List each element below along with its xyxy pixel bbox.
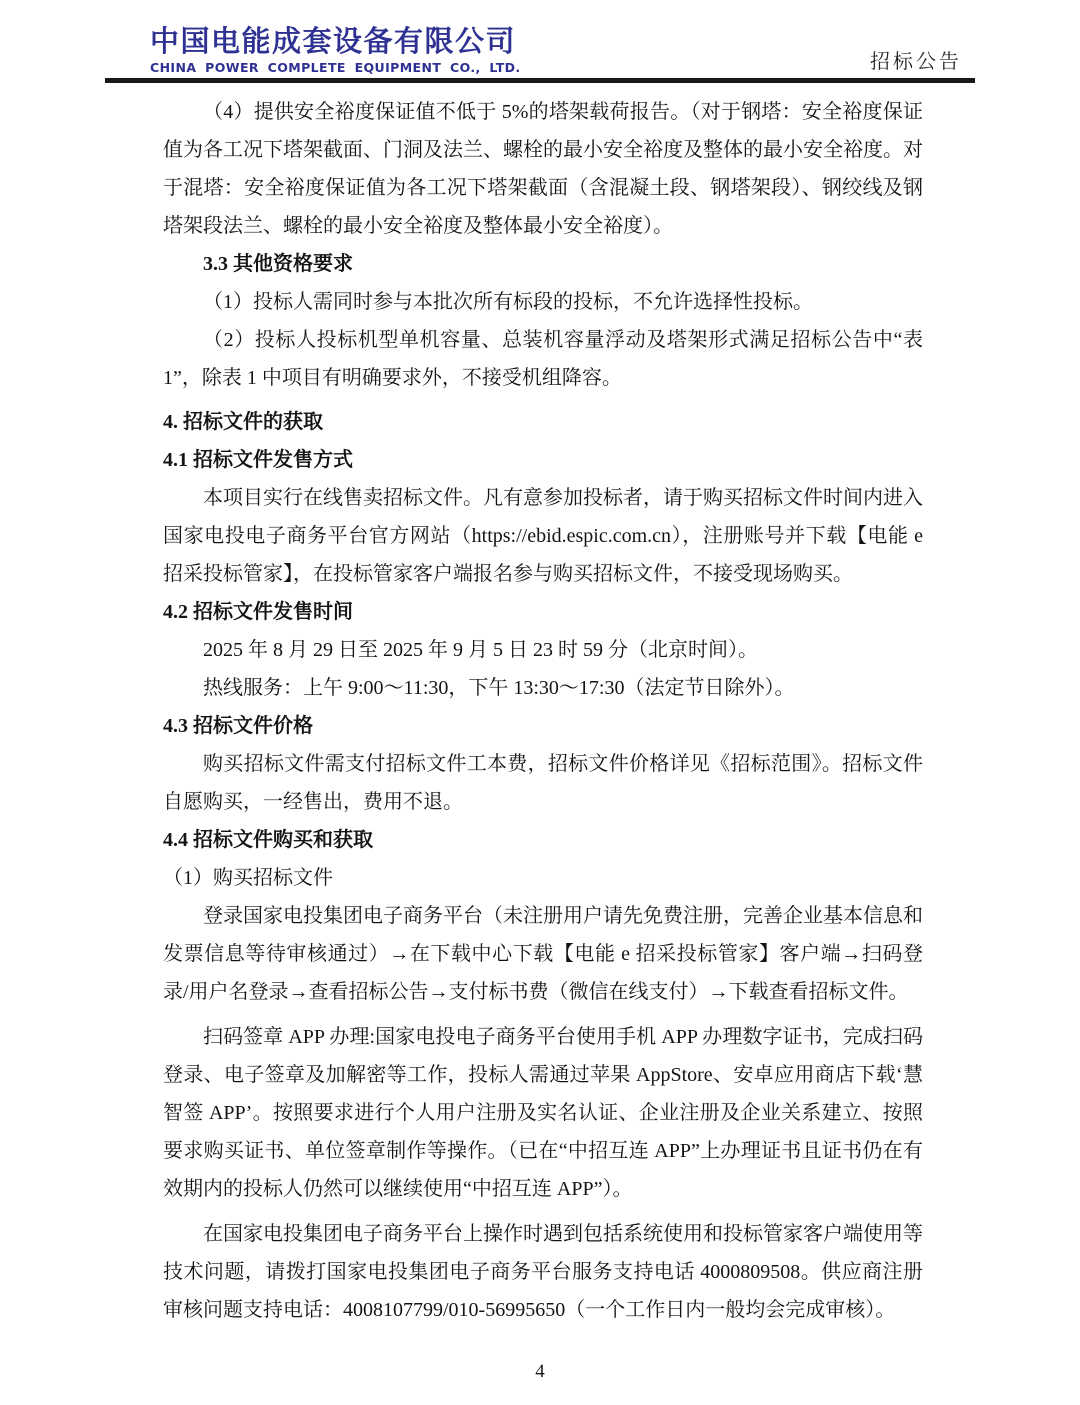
para-sale-method: 本项目实行在线售卖招标文件。凡有意参加投标者，请于购买招标文件时间内进入国家电投电子商务平台官方网站（https://ebid.espic.com.cn），注册账号并下载【电能 e 招采投标管家】，在投标管家客户端报名参与购买招标文件，不接受现场购买。 (163, 486, 923, 585)
company-logo (150, 26, 521, 75)
heading-3-3: 3.3 其他资格要求 (203, 252, 353, 275)
para-2-capacity: （2）投标人投标机型单机容量、总装机容量浮动及塔架形式满足招标公告中“表 1”，除表 1 中项目有明确要求外，不接受机组降容。 (163, 328, 923, 389)
page-number: 4 (535, 1361, 545, 1382)
doc-type-label: 招标公告 (870, 50, 962, 73)
para-1-all-lots: （1）投标人需同时参与本批次所有标段的投标，不允许选择性投标。 (203, 290, 813, 313)
heading-4-2: 4.2 招标文件发售时间 (163, 600, 353, 623)
para-tech-support: 在国家电投集团电子商务平台上操作时遇到包括系统使用和投标管家客户端使用等技术问题，请拨打国家电投集团电子商务平台服务支持电话 4000809508。供应商注册审核问题支持电话：4008107799/010-56995650（一个工作日内一般均会完成审核）。 (163, 1222, 923, 1321)
para-4-safety-margin: （4）提供安全裕度保证值不低于 5%的塔架载荷报告。（对于钢塔：安全裕度保证值为各工况下塔架截面、门洞及法兰、螺栓的最小安全裕度及整体的最小安全裕度。对于混塔：安全裕度保证值为各工况下塔架截面（含混凝土段、钢塔架段）、钢绞线及钢塔架段法兰、螺栓的最小安全裕度及整体最小安全裕度）。 (163, 100, 923, 237)
para-purchase-label: （1）购买招标文件 (163, 866, 333, 889)
para-purchase-steps: 登录国家电投集团电子商务平台（未注册用户请先免费注册，完善企业基本信息和发票信息等待审核通过）→在下载中心下载【电能 e 招采投标管家】客户端→扫码登录/用户名登录→查看招标公告→支付标书费（微信在线支付）→下载查看招标文件。 (163, 904, 923, 1003)
para-sale-period: 2025 年 8 月 29 日至 2025 年 9 月 5 日 23 时 59 分（北京时间）。 (203, 638, 758, 661)
document-body (163, 93, 923, 1329)
page-header (0, 0, 1080, 75)
company-name-cn: 中国电能成套设备有限公司 (150, 24, 517, 58)
header-rule (105, 78, 975, 83)
para-price: 购买招标文件需支付招标文件工本费，招标文件价格详见《招标范围》。招标文件自愿购买，一经售出，费用不退。 (163, 752, 923, 813)
heading-4-1: 4.1 招标文件发售方式 (163, 448, 353, 471)
para-signature-app: 扫码签章 APP 办理:国家电投电子商务平台使用手机 APP 办理数字证书，完成扫码登录、电子签章及加解密等工作，投标人需通过苹果 AppStore、安卓应用商店下载‘慧智签 APP’。按照要求进行个人用户注册及实名认证、企业注册及企业关系建立、按照要求购买证书、单位签章制作等操作。（已在“中招互连 APP”上办理证书且证书仍在有效期内的投标人仍然可以继续使用“中招互连 APP”）。 (163, 1025, 923, 1200)
heading-4-3: 4.3 招标文件价格 (163, 714, 313, 737)
heading-4-4: 4.4 招标文件购买和获取 (163, 828, 373, 851)
para-hotline: 热线服务：上午 9:00～11:30，下午 13:30～17:30（法定节日除外）。 (203, 676, 795, 699)
heading-4: 4. 招标文件的获取 (163, 410, 323, 433)
company-name-en: CHINA POWER COMPLETE EQUIPMENT CO., LTD. (150, 59, 521, 75)
